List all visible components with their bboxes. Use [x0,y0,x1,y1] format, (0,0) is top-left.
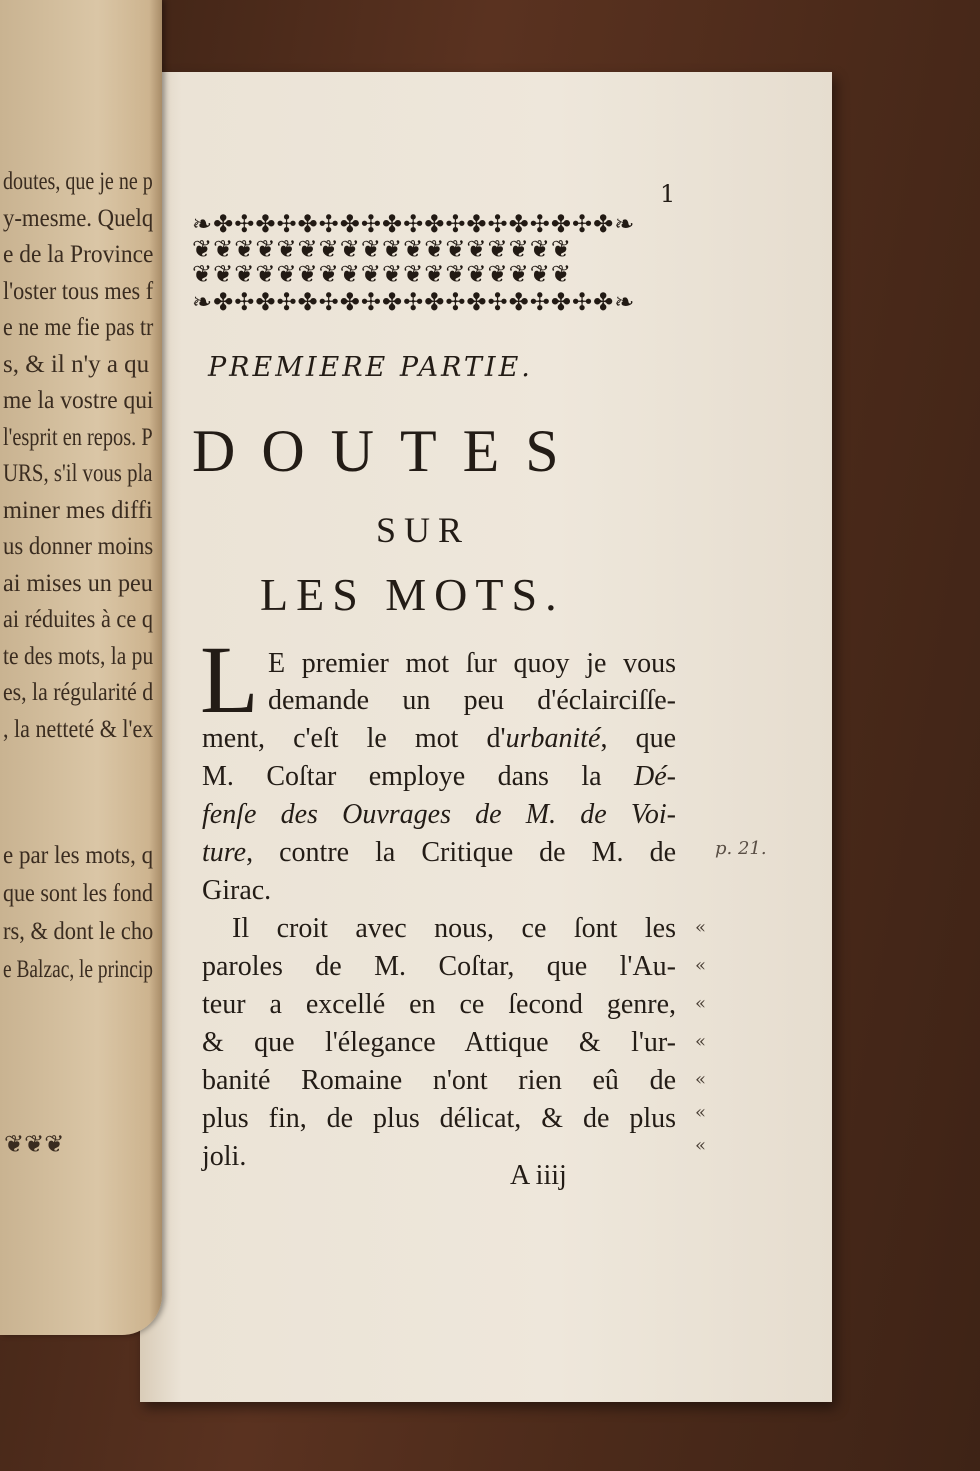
left-page-line: ai mises un peu [3,569,153,597]
body-line: & que l'élegance Attique & l'ur- [202,1027,676,1058]
body-italic: Dé- [634,761,676,792]
ornament-band: ❧✤✣✤✣✤✣✤✣✤✣✤✣✤✣✤✣✤✣✤❧ [192,210,636,238]
part-heading: PREMIERE PARTIE. [208,352,533,383]
signature-mark: A iiij [510,1160,567,1191]
margin-quote-mark: « [695,1069,707,1090]
body-line: Il croit avec nous, ce ſont les [232,913,676,944]
body-line: plus fin, de plus délicat, & de plus [202,1103,676,1134]
facing-left-page [0,0,162,1335]
body-text: , que [600,723,676,754]
title-line-3: LES MOTS. [260,569,565,620]
left-page-ornament: ❦❦❦ [4,1130,65,1158]
body-line: E premier mot ſur quoy je vous [268,648,676,679]
margin-quote-mark: « [695,955,707,976]
body-line: paroles de M. Coſtar, que l'Au- [202,951,676,982]
body-line [202,837,676,869]
body-line: demande un peu d'éclairciſſe- [268,685,676,716]
body-line: fenſe des Ouvrages de M. de Voi- [202,799,676,830]
body-line: joli. [202,1141,247,1172]
page-number: 1 [660,180,676,208]
left-page-line: te des mots, la pu [3,642,154,670]
book-page [140,72,832,1402]
body-line [202,761,676,793]
ornament-band: ❦❦❦❦❦❦❦❦❦❦❦❦❦❦❦❦❦❦ [192,260,572,288]
left-page-line: e par les mots, q [3,842,154,869]
left-page-line: que sont les fond [3,880,154,907]
body-line: teur a excellé en ce ſecond genre, [202,989,676,1020]
left-page-line: s, & il n'y a qu [3,350,150,378]
margin-quote-mark: « [695,1031,707,1052]
left-page-line: l'esprit en repos. P [3,423,153,451]
margin-quote-mark: « [695,1135,707,1156]
left-page-line: URS, s'il vous pla [3,460,153,487]
body-text: ment, c'eſt le mot d' [202,723,506,754]
margin-quote-mark: « [695,1102,707,1123]
left-page-line: e Balzac, le princip [3,956,153,983]
left-page-line: es, la régularité d [3,679,154,706]
body-line: banité Romaine n'ont rien eû de [202,1065,676,1096]
drop-cap: L [200,626,259,733]
body-italic: urbanité [505,723,601,754]
left-page-line: miner mes diffi [3,496,153,524]
title-line-1: DOUTES [192,418,585,484]
body-line [202,723,676,755]
left-page-line: us donner moins [3,533,154,560]
body-italic: ture [202,837,247,868]
ornament-band: ❧✤✣✤✣✤✣✤✣✤✣✤✣✤✣✤✣✤✣✤❧ [192,288,636,316]
left-page-line: ai réduites à ce q [3,606,153,633]
ornament-band: ❦❦❦❦❦❦❦❦❦❦❦❦❦❦❦❦❦❦ [192,235,572,263]
left-page-line: e de la Province [3,241,154,268]
margin-reference: p. 21. [715,838,767,859]
margin-quote-mark: « [695,917,707,938]
left-page-line: doutes, que je ne p [3,168,153,195]
body-text: , contre la Critique de M. de [246,837,676,868]
body-line: Girac. [202,875,272,906]
left-page-line: y-mesme. Quelq [3,204,154,232]
body-text: M. Coſtar employe dans la [202,761,635,792]
left-page-line: l'oster tous mes f [3,277,154,305]
left-page-line: rs, & dont le cho [3,918,154,945]
title-line-2: SUR [376,510,471,550]
left-page-line: , la netteté & l'ex [3,715,154,743]
left-page-line: me la vostre qui [3,387,154,414]
left-page-line: e ne me fie pas tr [3,314,154,341]
margin-quote-mark: « [695,993,707,1014]
